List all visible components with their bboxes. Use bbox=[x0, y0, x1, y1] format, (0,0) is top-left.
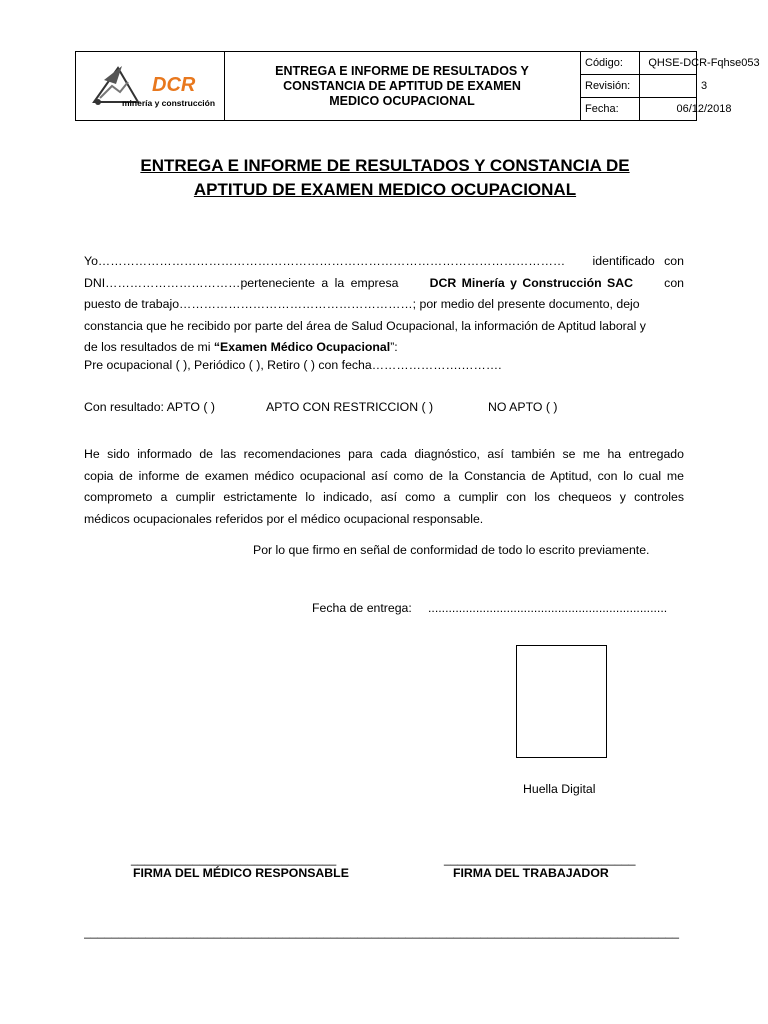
document-header-table bbox=[75, 51, 760, 121]
result-apto: Con resultado: APTO ( ) bbox=[84, 400, 215, 414]
worker-signature-label: FIRMA DEL TRABAJADOR bbox=[453, 866, 609, 880]
declaration-line3: puesto de trabajo…………………………………………………; por medio del presente documento, dejo bbox=[84, 297, 640, 311]
name-blank: Yo…………………………………………………………………………………………………… bbox=[84, 254, 566, 268]
result-restriccion: APTO CON RESTRICCION ( ) bbox=[266, 400, 434, 414]
logo-text: DCR bbox=[152, 74, 196, 96]
bottom-rule: _______________________________________________________________________________________ bbox=[84, 925, 679, 939]
dcr-logo-icon bbox=[76, 52, 224, 120]
fingerprint-label: Huella Digital bbox=[523, 782, 596, 796]
fingerprint-box bbox=[516, 645, 607, 758]
conformity-statement: Por lo que firmo en señal de conformidad de todo lo escrito previamente. bbox=[253, 543, 650, 557]
meta-value: 3 bbox=[700, 80, 708, 92]
identified-text: identificado con bbox=[592, 254, 684, 268]
exam-types-line: Pre ocupacional ( ), Periódico ( ), Retiro ( ) con fecha………………….………. bbox=[84, 358, 502, 372]
information-line: médicos ocupacionales referidos por el médico ocupacional responsable. bbox=[84, 511, 484, 526]
meta-label: Revisión: bbox=[580, 75, 640, 97]
company-name: DCR Minería y Construcción SAC bbox=[429, 275, 634, 290]
meta-value: QHSE-DCR-Fqhse053 bbox=[648, 57, 760, 69]
exam-close: ”: bbox=[390, 340, 398, 354]
meta-label: Fecha: bbox=[580, 98, 640, 120]
document-title-line1: ENTREGA E INFORME DE RESULTADOS Y CONSTANCIA DE bbox=[140, 156, 630, 175]
document-title-line2: APTITUD DE EXAMEN MEDICO OCUPACIONAL bbox=[193, 180, 577, 199]
logo-cell bbox=[76, 52, 225, 120]
doctor-signature-label: FIRMA DEL MÉDICO RESPONSABLE bbox=[133, 866, 349, 880]
logo-subtitle: minería y construcción bbox=[122, 98, 216, 108]
meta-value: 06/12/2018 bbox=[676, 103, 732, 115]
exam-name: “Examen Médico Ocupacional bbox=[213, 340, 391, 354]
exam-intro: de los resultados de mi bbox=[84, 340, 214, 354]
worker-signature-line: ____________________________ bbox=[444, 852, 636, 866]
delivery-date-label: Fecha de entrega: bbox=[312, 601, 412, 615]
information-paragraph bbox=[84, 444, 684, 530]
information-line: comprometo a cumplir estrictamente lo indicado, así como a cumplir con los chequeos y controles bbox=[84, 490, 684, 504]
declaration-line2 bbox=[84, 273, 684, 295]
doctor-signature-line: ______________________________ bbox=[131, 852, 337, 866]
dni-text: DNI……………………………perteneciente a la empresa bbox=[84, 275, 399, 290]
meta-row-fecha bbox=[580, 98, 732, 120]
declaration-line4: constancia que he recibido por parte del área de Salud Ocupacional, la información de Aptitud laboral y bbox=[84, 318, 646, 333]
meta-label: Código: bbox=[580, 52, 640, 74]
header-title-cell bbox=[224, 52, 581, 120]
declaration-paragraph bbox=[84, 251, 684, 359]
declaration-line1 bbox=[84, 251, 684, 273]
document-title bbox=[90, 154, 680, 202]
declaration-line5 bbox=[84, 337, 684, 359]
meta-row-revision bbox=[580, 75, 708, 98]
header-title: ENTREGA E INFORME DE RESULTADOS Y CONSTANCIA DE APTITUD DE EXAMEN MEDICO OCUPACIONAL bbox=[275, 63, 529, 108]
information-line: He sido informado de las recomendaciones para cada diagnóstico, así también se me ha entregado bbox=[84, 447, 684, 461]
meta-row-codigo bbox=[580, 52, 760, 75]
delivery-date-field: ...................................................................... bbox=[428, 601, 668, 615]
con-text: con bbox=[664, 275, 684, 290]
information-line: copia de informe de examen médico ocupacional así como de la Constancia de Aptitud, con lo cual me bbox=[84, 468, 684, 483]
result-no-apto: NO APTO ( ) bbox=[488, 400, 558, 414]
